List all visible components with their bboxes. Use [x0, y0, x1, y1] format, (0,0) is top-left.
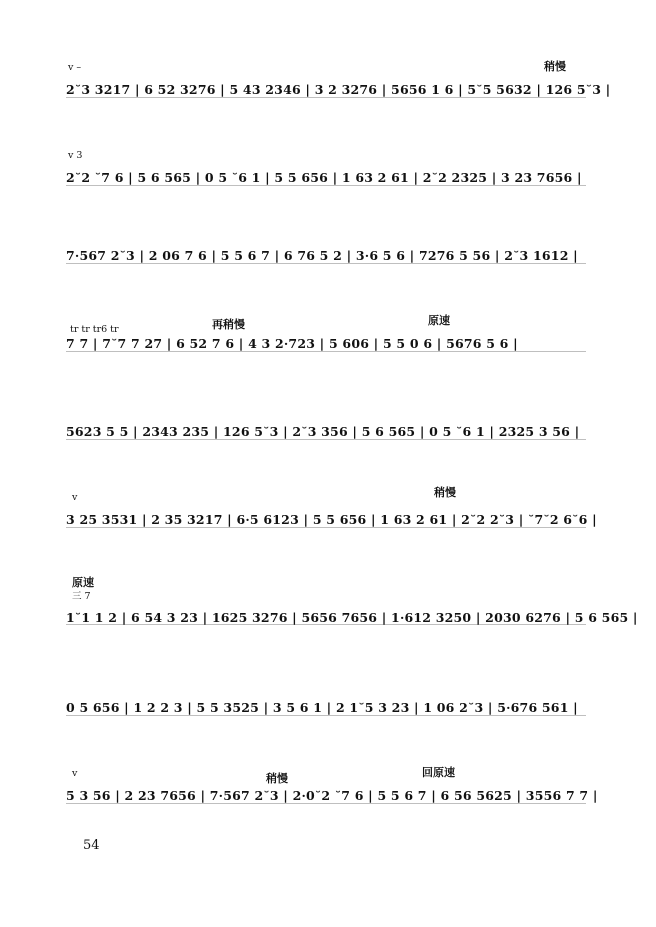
- beam-lines: [66, 624, 586, 626]
- beam-lines: [66, 803, 586, 805]
- tempo-mark: 原速: [72, 576, 94, 589]
- staff-line-7: [66, 576, 638, 628]
- page-number: 54: [83, 838, 100, 853]
- staff-line-1: [66, 60, 611, 114]
- notation-text: 2˘2 ˘7 6 | 5 6 565 | 0 5 ˘6 1 | 5 5 656 | 1 63 2 61 | 2˘2 2325 | 3 23 7656 |: [66, 170, 582, 185]
- staff-line-5: [66, 404, 586, 456]
- beam-lines: [66, 263, 586, 265]
- beam-lines: [66, 351, 586, 353]
- notation-text: 3 25 3531 | 2 35 3217 | 6·5 6123 | 5 5 656 | 1 63 2 61 | 2˘2 2˘3 | ˘7˘2 6˘6 |: [66, 512, 597, 527]
- tempo-mark: 稍慢: [434, 486, 456, 499]
- beam-lines: [66, 185, 586, 187]
- ornament-marks: 三 7: [72, 591, 91, 602]
- tempo-mark: 原速: [428, 314, 450, 327]
- notation-text: 7·567 2˘3 | 2 06 7 6 | 5 5 6 7 | 6 76 5 2 | 3·6 5 6 | 7276 5 56 | 2˘3 1612 |: [66, 248, 578, 263]
- staff-line-9: [66, 766, 598, 820]
- staff-line-8: [66, 680, 586, 732]
- notation-text: 1˘1 1 2 | 6 54 3 23 | 1625 3276 | 5656 7656 | 1·612 3250 | 2030 6276 | 5 6 565 |: [66, 610, 638, 625]
- notation-text: 5623 5 5 | 2343 235 | 126 5˘3 | 2˘3 356 | 5 6 565 | 0 5 ˘6 1 | 2325 3 56 |: [66, 424, 580, 439]
- beam-lines: [66, 439, 586, 441]
- staff-line-3: [66, 228, 586, 280]
- ornament-marks: v: [72, 492, 78, 503]
- beam-lines: [66, 97, 586, 99]
- beam-lines: [66, 715, 586, 717]
- staff-line-6: [66, 486, 597, 544]
- tempo-mark: 稍慢: [266, 772, 288, 785]
- staff-line-4: [66, 316, 586, 368]
- staff-line-2: [66, 150, 586, 202]
- notation-text: 7 7 | 7˘7 7 27 | 6 52 7 6 | 4 3 2·723 | 5 606 | 5 5 0 6 | 5676 5 6 |: [66, 336, 518, 351]
- ornament-marks: tr tr tr6 tr: [70, 324, 119, 335]
- tempo-mark: 回原速: [422, 766, 455, 779]
- beam-lines: [66, 527, 586, 529]
- tempo-mark: 再稍慢: [212, 318, 245, 331]
- ornament-marks: v 3: [68, 150, 83, 161]
- ornament-marks: v –: [68, 62, 82, 73]
- ornament-marks: v: [72, 768, 78, 779]
- tempo-mark: 稍慢: [544, 60, 566, 73]
- notation-text: 5 3 56 | 2 23 7656 | 7·567 2˘3 | 2·0˘2 ˘7 6 | 5 5 6 7 | 6 56 5625 | 3556 7 7 |: [66, 788, 598, 803]
- notation-text: 0 5 656 | 1 2 2 3 | 5 5 3525 | 3 5 6 1 | 2 1˘5 3 23 | 1 06 2˘3 | 5·676 561 |: [66, 700, 578, 715]
- notation-text: 2˘3 3217 | 6 52 3276 | 5 43 2346 | 3 2 3276 | 5656 1 6 | 5˘5 5632 | 126 5˘3 |: [66, 82, 611, 97]
